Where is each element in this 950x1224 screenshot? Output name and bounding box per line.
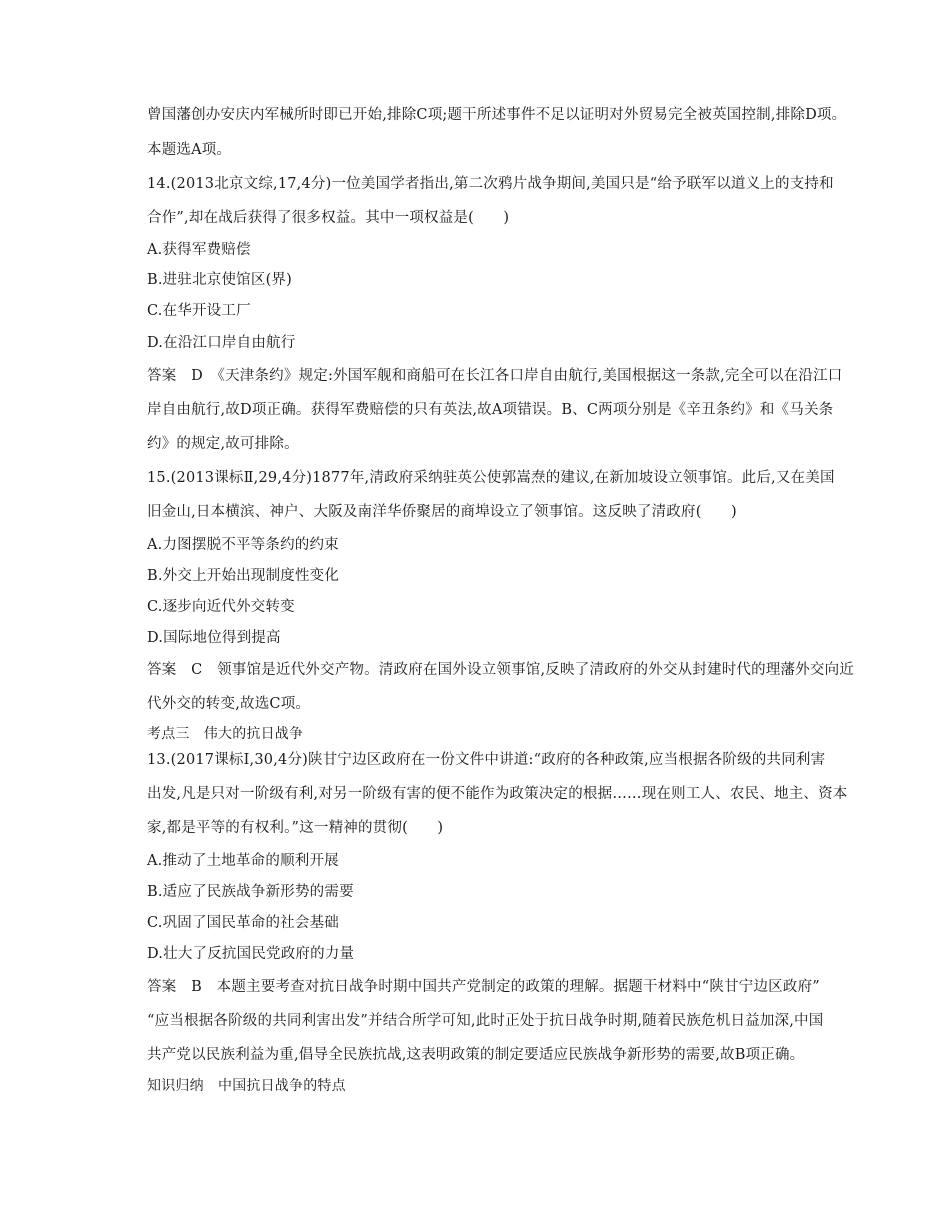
- question-14-answer: 答案 D 《天津条约》规定:外国军舰和商船可在长江各口岸自由航行,美国根据这一条款,完全可以在沿江口: [147, 368, 843, 384]
- question-14-option-b: B.进驻北京使馆区(界): [147, 272, 292, 288]
- question-13-answer-cont-2: 共产党以民族利益为重,倡导全民族抗战,这表明政策的制定要适应民族战争新形势的需要,故B项正确。: [147, 1047, 805, 1063]
- text-line-prev-explanation: 曾国藩创办安庆内军械所时即已开始,排除C项;题干所述事件不足以证明对外贸易完全被英国控制,排除D项。: [147, 107, 847, 123]
- knowledge-summary-heading: 知识归纳 中国抗日战争的特点: [147, 1078, 346, 1094]
- question-13-option-b: B.适应了民族战争新形势的需要: [147, 884, 354, 900]
- question-14-stem-cont: 合作”,却在战后获得了很多权益。其中一项权益是( ): [147, 210, 510, 226]
- question-14-option-c: C.在华开设工厂: [147, 303, 251, 319]
- question-15-option-b: B.外交上开始出现制度性变化: [147, 568, 340, 584]
- question-15-stem: 15.(2013课标Ⅱ,29,4分)1877年,清政府采纳驻英公使郭嵩焘的建议,在新加坡设立领事馆。此后,又在美国: [147, 470, 835, 486]
- question-13-answer-cont-1: “应当根据各阶级的共同利害出发”并结合所学可知,此时正处于抗日战争时期,随着民族危机日益加深,中国: [147, 1013, 824, 1029]
- question-13-stem-cont-1: 出发,凡是只对一阶级有利,对另一阶级有害的便不能作为政策决定的根据……现在则工人、农民、地主、资本: [147, 786, 848, 802]
- question-14-option-d: D.在沿江口岸自由航行: [147, 335, 296, 351]
- text-line-prev-conclusion: 本题选A项。: [147, 142, 232, 158]
- question-15-answer: 答案 C 领事馆是近代外交产物。清政府在国外设立领事馆,反映了清政府的外交从封建时代的理藩外交向近: [147, 662, 854, 678]
- question-15-option-a: A.力图摆脱不平等条约的约束: [147, 537, 339, 553]
- question-15-option-d: D.国际地位得到提高: [147, 630, 281, 646]
- question-14-stem: 14.(2013北京文综,17,4分)一位美国学者指出,第二次鸦片战争期间,美国只是“给予联军以道义上的支持和: [147, 176, 834, 192]
- question-15-option-c: C.逐步向近代外交转变: [147, 599, 295, 615]
- question-14-answer-cont-2: 约》的规定,故可排除。: [147, 436, 299, 452]
- question-13-stem: 13.(2017课标Ⅰ,30,4分)陕甘宁边区政府在一份文件中讲道:“政府的各种政策,应当根据各阶级的共同利害: [147, 752, 826, 768]
- question-15-answer-cont: 代外交的转变,故选C项。: [147, 696, 311, 712]
- question-13-answer: 答案 B 本题主要考查对抗日战争时期中国共产党制定的政策的理解。据题干材料中“陕甘宁边区政府”: [147, 979, 820, 995]
- question-13-stem-cont-2: 家,都是平等的有权利。”这一精神的贯彻( ): [147, 820, 444, 836]
- question-14-option-a: A.获得军费赔偿: [147, 242, 251, 258]
- question-13-option-d: D.壮大了反抗国民党政府的力量: [147, 946, 355, 962]
- question-13-option-a: A.推动了土地革命的顺利开展: [147, 853, 339, 869]
- section-heading: 考点三 伟大的抗日战争: [147, 726, 304, 742]
- question-14-answer-cont-1: 岸自由航行,故D项正确。获得军费赔偿的只有英法,故A项错误。B、C两项分别是《辛丑条约》和《马关条: [147, 402, 834, 418]
- question-13-option-c: C.巩固了国民革命的社会基础: [147, 915, 339, 931]
- question-15-stem-cont: 旧金山,日本横滨、神户、大阪及南洋华侨聚居的商埠设立了领事馆。这反映了清政府( ): [147, 504, 737, 520]
